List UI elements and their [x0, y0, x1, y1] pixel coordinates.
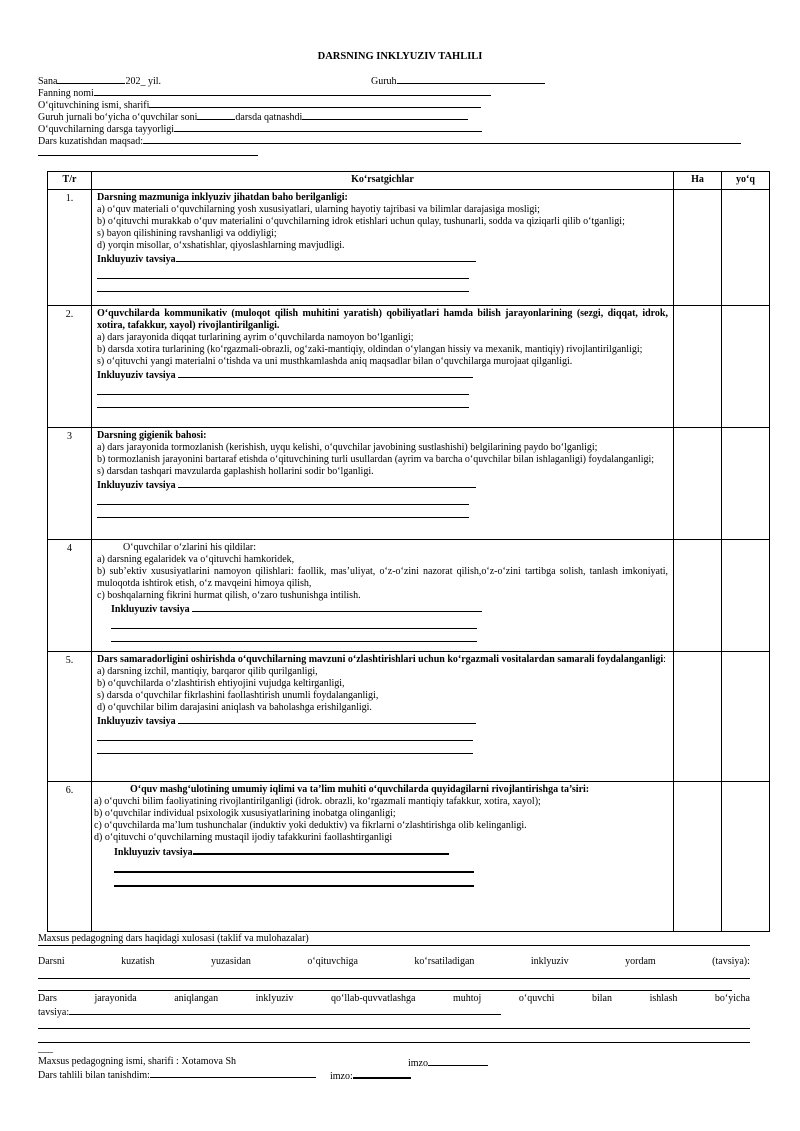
answer-line[interactable]: [114, 873, 474, 887]
word: kuzatish: [121, 956, 155, 967]
row-item: s) bayon qilishining ravshanligi va oddiyligi;: [97, 228, 277, 239]
row-heading-wrap: [97, 654, 668, 666]
pedagog-label: Maxsus pedagogning ismi, sharifi : Xotamova Sh: [38, 1056, 237, 1067]
ha-cell[interactable]: [674, 540, 722, 652]
word: qo‘llab-quvvatlashga: [331, 993, 416, 1004]
row-item: s) darsda o‘quvchilar fikrlashini faollashtirish unumli foydalanganligi,: [97, 690, 379, 701]
recommendation-blank[interactable]: [38, 967, 750, 979]
row-item: a) dars jarayonida tormozlanish (kerishish, uyqu kelishi, o‘quvchilar javobining sustlashishi) belgilarining paydo bo‘lganligi;: [97, 442, 598, 453]
table-row: [48, 428, 770, 540]
table-row: [48, 652, 770, 782]
row-number: 6.: [48, 782, 92, 932]
tavsiya-label: Inkluyuziv tavsiya: [111, 604, 193, 615]
ha-cell[interactable]: [674, 428, 722, 540]
aim-line-2: [38, 146, 758, 158]
tavsiya-line: [97, 714, 668, 728]
answer-line[interactable]: [97, 728, 473, 741]
col-indicators-header: Ko‘rsatgichlar: [92, 172, 674, 190]
table-row: [48, 782, 770, 932]
row-item: s) o‘qituvchi yangi materialni o‘tishda va uni musthkamlashda aniq maqsadlar bilan o‘quvchilarga murojaat qilganligi.: [97, 356, 573, 367]
journal-line: [38, 110, 758, 122]
row-content: [92, 540, 674, 652]
word: Dars: [38, 993, 57, 1004]
word: yuzasidan: [210, 956, 251, 967]
tavsiya-blank[interactable]: [193, 844, 449, 855]
journal-blank[interactable]: [197, 110, 235, 120]
attend-label: darsda qatnashdi: [235, 112, 303, 123]
row-number: 1.: [48, 190, 92, 306]
row-item: a) o‘quvchi bilim faoliyatining rivojlantirilganligi (idrok. obrazli, ko‘rgazmali mantiqiy tafakkur, xotira, xayol);: [94, 796, 541, 807]
attend-blank[interactable]: [302, 110, 468, 120]
word: inklyuziv: [255, 993, 294, 1004]
word: inklyuziv: [530, 956, 569, 967]
tavsiya-blank[interactable]: [192, 602, 482, 612]
imzo-label: imzo: [408, 1058, 428, 1069]
recommendation-blank[interactable]: [38, 1017, 750, 1029]
aim-blank-2[interactable]: [38, 146, 258, 156]
row-item: c) o‘quvchilarda ma’lum tushunchalar (induktiv yoki deduktiv) va fikrlarni o‘zlashtirishga olib kelinganligi.: [94, 820, 527, 831]
row-heading: O‘quvchilarda kommunikativ (muloqot qilish muhitini yaratish) qobiliyatlari hamda bilish jarayonlarining (sezgi, diqqat, idrok, xotira, tafakkur, xayol) rivojlantirilganligi.: [97, 308, 668, 331]
tavsiya-blank[interactable]: [176, 252, 476, 262]
answer-line[interactable]: [97, 279, 469, 292]
word: bilan: [592, 993, 612, 1004]
word: jarayonida: [94, 993, 137, 1004]
tavsiya-label: Inkluyuziv tavsiya: [97, 370, 179, 381]
row-item: s) darsdan tashqari mavzularda gaplashish hollarini sodir bo‘lganligi.: [97, 466, 374, 477]
row-item: b) sub’ektiv xususiyatlarini namoyon qilishlari: faollik, mas’uliyat, o‘z-o‘zini nazorat qilish,o‘z-o‘zini tartibga solish, tanlash imkoniyati, muloqotda ishtirok etish, o‘z mavqeini himoya qilish,: [97, 566, 668, 589]
yoq-cell[interactable]: [722, 540, 770, 652]
tavsiya-label: Inkluyuziv tavsiya: [97, 254, 176, 265]
teacher-blank[interactable]: [149, 98, 481, 108]
imzo-blank-2[interactable]: [353, 1068, 411, 1079]
teacher-line: [38, 98, 758, 110]
answer-line[interactable]: [97, 505, 469, 518]
row-item: d) o‘quvchilar bilim darajasini aniqlash va baholashga erishilganligi.: [97, 702, 372, 713]
row-item: b) o‘qituvchi murakkab o‘quv materialini o‘quvchilarning idrok etishlari uchun qulay, tushunarli, sodda va qiziqarli qilib o‘tganligi;: [97, 216, 625, 227]
table-row: [48, 190, 770, 306]
yoq-cell[interactable]: [722, 306, 770, 428]
conclusion-label: Maxsus pedagogning dars haqidagi xulosasi (taklif va mulohazalar): [38, 933, 309, 944]
row-heading: Darsning gigienik bahosi:: [97, 430, 207, 441]
ready-line: [38, 122, 758, 134]
tavsiya-line: [94, 844, 668, 859]
word: muhtoj: [452, 993, 482, 1004]
tavsiya-label: Inkluyuziv tavsiya: [97, 716, 179, 727]
yoq-cell[interactable]: [722, 782, 770, 932]
col-ha-header: Ha: [674, 172, 722, 190]
guruh-blank[interactable]: [397, 74, 545, 84]
aim-label: Dars kuzatishdan maqsad:: [38, 136, 143, 147]
yoq-cell[interactable]: [722, 428, 770, 540]
imzo-label-2: imzo:: [330, 1071, 353, 1082]
dash-mark: ___: [38, 1043, 53, 1054]
col-num-header: T/r: [48, 172, 92, 190]
tavsiya-line: [97, 368, 668, 382]
word: ishlash: [649, 993, 678, 1004]
row-number: 3: [48, 428, 92, 540]
word: bo‘yicha: [714, 993, 750, 1004]
acquaint-line: [38, 1068, 750, 1082]
word: o‘qituvchiga: [307, 956, 358, 967]
row-item: d) o‘qituvchi o‘quvchilarning mustaqil ijodiy tafakkurini faollashtirganligi: [94, 832, 393, 843]
acquaint-blank[interactable]: [150, 1068, 316, 1078]
row-content: [92, 306, 674, 428]
ready-label: O‘quvchilarning darsga tayyorligi: [38, 124, 175, 135]
tavsiya-line: [97, 252, 668, 266]
row-item: a) darsning izchil, mantiqiy, barqaror qilib qurilganligi,: [97, 666, 318, 677]
row-item: c) boshqalarning fikrini hurmat qilish, o‘zaro tushunishga intilish.: [97, 590, 361, 601]
ha-cell[interactable]: [674, 652, 722, 782]
answer-line[interactable]: [97, 266, 469, 279]
document-title: DARSNING INKLYUZIV TAHLILI: [317, 51, 483, 62]
word: yordam: [625, 956, 656, 967]
year-label: 202_ yil.: [125, 76, 162, 87]
ha-cell[interactable]: [674, 306, 722, 428]
ha-cell[interactable]: [674, 782, 722, 932]
tavsiya-line: [97, 478, 668, 492]
row-heading: Dars samaradorligini oshirishda o‘quvchilarning mavzuni o‘zlashtirishlari uchun ko‘rgazmali vositalardan samarali foydalanganligi: [97, 654, 664, 665]
answer-line[interactable]: [97, 395, 469, 408]
answer-line[interactable]: [97, 492, 469, 505]
row-heading: O‘quvchilar o‘zlarini his qildilar:: [123, 542, 257, 553]
word: o‘quvchi: [518, 993, 555, 1004]
row-item: a) o‘quv materiali o‘quvchilarning yosh xususiyatlari, ularning hayotiy tajribasi va bilimlar darajasiga mosligi;: [97, 204, 540, 215]
tavsiya-label: tavsiya:: [38, 1007, 70, 1018]
answer-line[interactable]: [97, 741, 473, 754]
row-item: b) darsda xotira turlarining (ko‘rgazmali-obrazli, og‘zaki-mantiqiy, oldindan o‘ylangan hissiy va mexanik, mantiqiy) rivojlantirilganligi;: [97, 344, 643, 355]
tavsiya-line: [97, 602, 668, 616]
row-item: a) darsning egalaridek va o‘qituvchi hamkoridek,: [97, 554, 295, 565]
word: Darsni: [38, 956, 65, 967]
indicators-table: [47, 171, 770, 932]
row-content: [92, 782, 674, 932]
recommendation-blank[interactable]: [38, 979, 732, 991]
row-number: 5.: [48, 652, 92, 782]
row-number: 4: [48, 540, 92, 652]
word: (tavsiya):: [712, 956, 750, 967]
tavsiya-label: Inkluyuziv tavsiya: [97, 480, 179, 491]
tavsiya-blank[interactable]: [178, 714, 476, 724]
row-content: [92, 428, 674, 540]
aim-line: [38, 134, 758, 146]
tavsiya-label: Inkluyuziv tavsiya: [114, 847, 193, 858]
row-content: [92, 190, 674, 306]
row-heading-tail: :: [663, 654, 666, 665]
table-header-row: [48, 172, 770, 190]
row-number: 2.: [48, 306, 92, 428]
row-content: [92, 652, 674, 782]
guruh-label: Guruh: [371, 76, 397, 87]
table-row: [48, 306, 770, 428]
answer-line[interactable]: [111, 616, 477, 629]
sana-label: Sana: [38, 76, 58, 87]
yoq-cell[interactable]: [722, 652, 770, 782]
row-item: a) dars jarayonida diqqat turlarining ayrim o‘quvchilarda namoyon bo‘lganligi;: [97, 332, 414, 343]
guruh-field: [371, 74, 545, 88]
tavsiya-blank[interactable]: [178, 368, 473, 378]
fan-label: Fanning nomi: [38, 88, 94, 99]
sana-blank[interactable]: [57, 74, 125, 84]
recommendation-line-2: [38, 993, 750, 1005]
imzo-blank[interactable]: [428, 1056, 488, 1066]
pedagog-line: [38, 1056, 750, 1068]
yoq-cell[interactable]: [722, 190, 770, 306]
row-heading: O‘quv mashg‘ulotining umumiy iqlimi va ta’lim muhiti o‘quvchilarda quyidagilarni rivojlantirishga ta’siri:: [130, 784, 590, 795]
teacher-label: O‘qituvchining ismi, sharifi: [38, 100, 150, 111]
ha-cell[interactable]: [674, 190, 722, 306]
answer-line[interactable]: [97, 382, 469, 395]
table-row: [48, 540, 770, 652]
col-yoq-header: yo‘q: [722, 172, 770, 190]
answer-line[interactable]: [111, 629, 477, 642]
tavsiya-blank[interactable]: [69, 1005, 501, 1015]
answer-line[interactable]: [114, 859, 474, 873]
row-item: d) yorqin misollar, o‘xshatishlar, qiyoslashlarning mavjudligi.: [97, 240, 345, 251]
tavsiya-blank[interactable]: [178, 478, 476, 488]
row-item: b) tormozlanish jarayonini bartaraf etishda o‘qituvchining turli usullardan (ayrim va barcha o‘quvchilar bilan ishlaganligi) foydalanganligi;: [97, 454, 655, 465]
ready-blank[interactable]: [174, 122, 482, 132]
conclusion-line[interactable]: [38, 944, 750, 946]
word: aniqlangan: [174, 993, 219, 1004]
word: ko‘rsatiladigan: [414, 956, 475, 967]
aim-blank[interactable]: [143, 134, 741, 144]
journal-label: Guruh jurnali bo‘yicha o‘quvchilar soni: [38, 112, 198, 123]
row-heading: Darsning mazmuniga inklyuziv jihatdan baho berilganligi:: [97, 192, 348, 203]
row-item: b) o‘quvchilarda o‘zlashtirish ehtiyojini vujudga keltirganligi,: [97, 678, 345, 689]
row-item: b) o‘quvchilar individual psixologik xususiyatlarining inobatga olinganligi;: [94, 808, 396, 819]
imzo-field-2: [330, 1068, 411, 1083]
recommendation-blank[interactable]: [38, 1031, 750, 1043]
acquaint-label: Dars tahlili bilan tanishdim:: [38, 1070, 150, 1081]
